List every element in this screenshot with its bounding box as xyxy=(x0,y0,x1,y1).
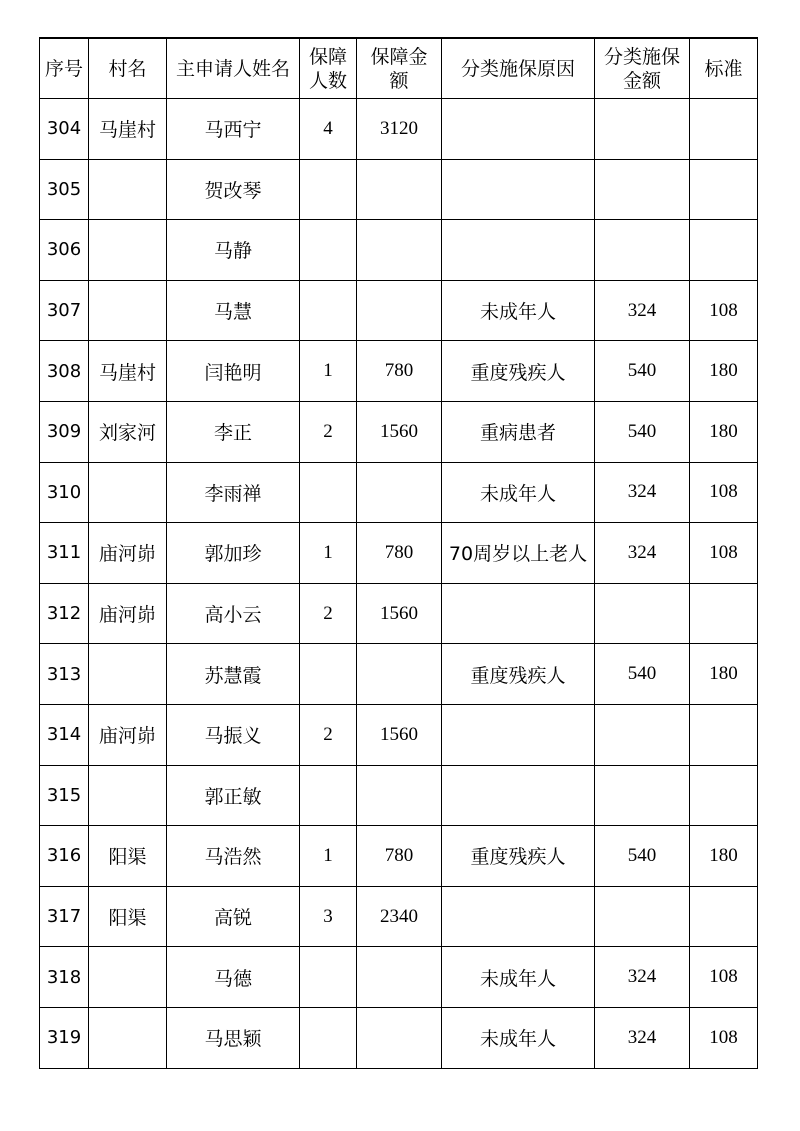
cell-amount xyxy=(357,644,442,705)
cell-applicant: 马西宁 xyxy=(167,99,300,160)
cell-village: 庙河峁 xyxy=(89,583,167,644)
cell-applicant: 李雨禅 xyxy=(167,462,300,523)
cell-applicant: 马慧 xyxy=(167,280,300,341)
cell-amount: 780 xyxy=(357,826,442,887)
cell-reason xyxy=(442,704,595,765)
cell-standard xyxy=(690,886,758,947)
table-row xyxy=(40,947,758,1008)
cell-applicant: 马振义 xyxy=(167,704,300,765)
cell-persons xyxy=(300,280,357,341)
header-reason: 分类施保原因 xyxy=(442,38,595,99)
cell-amount: 1560 xyxy=(357,401,442,462)
cell-reason: 未成年人 xyxy=(442,462,595,523)
cell-seq: 304 xyxy=(40,99,89,160)
cell-reason xyxy=(442,886,595,947)
cell-class-amount: 540 xyxy=(595,644,690,705)
cell-amount xyxy=(357,159,442,220)
cell-seq: 310 xyxy=(40,462,89,523)
cell-persons: 1 xyxy=(300,341,357,402)
header-class-amount: 分类施保金额 xyxy=(595,38,690,99)
table-row xyxy=(40,826,758,887)
table-row xyxy=(40,886,758,947)
cell-persons xyxy=(300,159,357,220)
cell-class-amount: 540 xyxy=(595,826,690,887)
cell-applicant: 马浩然 xyxy=(167,826,300,887)
cell-class-amount: 324 xyxy=(595,947,690,1008)
cell-amount: 1560 xyxy=(357,583,442,644)
cell-persons xyxy=(300,220,357,281)
cell-reason: 未成年人 xyxy=(442,947,595,1008)
cell-reason: 重度残疾人 xyxy=(442,826,595,887)
cell-class-amount: 324 xyxy=(595,523,690,584)
table-row xyxy=(40,99,758,160)
cell-amount: 3120 xyxy=(357,99,442,160)
cell-class-amount: 540 xyxy=(595,341,690,402)
cell-village xyxy=(89,765,167,826)
cell-class-amount xyxy=(595,886,690,947)
cell-applicant: 郭正敏 xyxy=(167,765,300,826)
cell-village: 阳渠 xyxy=(89,886,167,947)
cell-seq: 318 xyxy=(40,947,89,1008)
cell-applicant: 郭加珍 xyxy=(167,523,300,584)
cell-village xyxy=(89,644,167,705)
cell-applicant: 马德 xyxy=(167,947,300,1008)
cell-class-amount xyxy=(595,765,690,826)
cell-village: 刘家河 xyxy=(89,401,167,462)
cell-class-amount: 540 xyxy=(595,401,690,462)
cell-standard: 108 xyxy=(690,280,758,341)
cell-seq: 314 xyxy=(40,704,89,765)
cell-amount: 780 xyxy=(357,341,442,402)
table-row xyxy=(40,704,758,765)
header-standard: 标准 xyxy=(690,38,758,99)
table-row xyxy=(40,523,758,584)
cell-reason xyxy=(442,99,595,160)
cell-persons: 3 xyxy=(300,886,357,947)
cell-village xyxy=(89,220,167,281)
cell-amount xyxy=(357,280,442,341)
cell-standard: 180 xyxy=(690,401,758,462)
cell-standard xyxy=(690,583,758,644)
table-row xyxy=(40,583,758,644)
cell-applicant: 贺改琴 xyxy=(167,159,300,220)
cell-amount xyxy=(357,462,442,523)
table-row xyxy=(40,159,758,220)
cell-standard: 108 xyxy=(690,462,758,523)
cell-amount xyxy=(357,1007,442,1068)
table-row xyxy=(40,280,758,341)
cell-village: 庙河峁 xyxy=(89,523,167,584)
cell-class-amount xyxy=(595,704,690,765)
cell-seq: 313 xyxy=(40,644,89,705)
header-amount: 保障金额 xyxy=(357,38,442,99)
cell-village xyxy=(89,1007,167,1068)
cell-amount xyxy=(357,765,442,826)
cell-reason: 重病患者 xyxy=(442,401,595,462)
cell-persons: 2 xyxy=(300,704,357,765)
cell-reason xyxy=(442,765,595,826)
cell-class-amount: 324 xyxy=(595,280,690,341)
cell-persons: 1 xyxy=(300,523,357,584)
table-row xyxy=(40,644,758,705)
cell-amount: 780 xyxy=(357,523,442,584)
cell-standard: 108 xyxy=(690,1007,758,1068)
table-row xyxy=(40,220,758,281)
cell-seq: 316 xyxy=(40,826,89,887)
cell-persons: 2 xyxy=(300,583,357,644)
cell-class-amount: 324 xyxy=(595,462,690,523)
cell-applicant: 高锐 xyxy=(167,886,300,947)
cell-persons xyxy=(300,1007,357,1068)
cell-seq: 317 xyxy=(40,886,89,947)
header-row xyxy=(40,38,758,99)
cell-amount: 1560 xyxy=(357,704,442,765)
table-row xyxy=(40,462,758,523)
cell-standard: 180 xyxy=(690,341,758,402)
header-applicant: 主申请人姓名 xyxy=(167,38,300,99)
cell-reason xyxy=(442,159,595,220)
cell-village: 阳渠 xyxy=(89,826,167,887)
cell-village xyxy=(89,159,167,220)
cell-seq: 319 xyxy=(40,1007,89,1068)
cell-class-amount xyxy=(595,220,690,281)
table-row xyxy=(40,1007,758,1068)
cell-applicant: 苏慧霞 xyxy=(167,644,300,705)
cell-applicant: 闫艳明 xyxy=(167,341,300,402)
cell-standard: 180 xyxy=(690,644,758,705)
cell-seq: 315 xyxy=(40,765,89,826)
cell-standard: 108 xyxy=(690,947,758,1008)
cell-applicant: 马思颖 xyxy=(167,1007,300,1068)
cell-persons xyxy=(300,765,357,826)
header-seq: 序号 xyxy=(40,38,89,99)
cell-standard xyxy=(690,159,758,220)
cell-amount xyxy=(357,947,442,1008)
cell-seq: 305 xyxy=(40,159,89,220)
cell-applicant: 马静 xyxy=(167,220,300,281)
header-persons: 保障人数 xyxy=(300,38,357,99)
cell-class-amount xyxy=(595,583,690,644)
cell-reason xyxy=(442,583,595,644)
subsidy-table xyxy=(39,37,758,1069)
cell-standard xyxy=(690,99,758,160)
cell-standard xyxy=(690,220,758,281)
cell-persons: 4 xyxy=(300,99,357,160)
table-row xyxy=(40,401,758,462)
cell-applicant: 高小云 xyxy=(167,583,300,644)
header-village: 村名 xyxy=(89,38,167,99)
cell-village: 马崖村 xyxy=(89,341,167,402)
table-row xyxy=(40,341,758,402)
cell-seq: 311 xyxy=(40,523,89,584)
cell-applicant: 李正 xyxy=(167,401,300,462)
cell-reason xyxy=(442,220,595,281)
cell-seq: 308 xyxy=(40,341,89,402)
cell-seq: 312 xyxy=(40,583,89,644)
cell-village xyxy=(89,280,167,341)
cell-village: 庙河峁 xyxy=(89,704,167,765)
cell-class-amount xyxy=(595,159,690,220)
cell-reason: 重度残疾人 xyxy=(442,341,595,402)
cell-class-amount: 324 xyxy=(595,1007,690,1068)
cell-standard xyxy=(690,765,758,826)
cell-class-amount xyxy=(595,99,690,160)
cell-seq: 309 xyxy=(40,401,89,462)
cell-reason: 未成年人 xyxy=(442,280,595,341)
cell-persons xyxy=(300,462,357,523)
cell-reason: 未成年人 xyxy=(442,1007,595,1068)
cell-persons: 2 xyxy=(300,401,357,462)
cell-persons: 1 xyxy=(300,826,357,887)
cell-persons xyxy=(300,644,357,705)
cell-reason: 重度残疾人 xyxy=(442,644,595,705)
cell-seq: 307 xyxy=(40,280,89,341)
cell-seq: 306 xyxy=(40,220,89,281)
cell-standard xyxy=(690,704,758,765)
cell-persons xyxy=(300,947,357,1008)
cell-standard: 180 xyxy=(690,826,758,887)
table-row xyxy=(40,765,758,826)
cell-village: 马崖村 xyxy=(89,99,167,160)
cell-amount xyxy=(357,220,442,281)
cell-reason: 70周岁以上老人 xyxy=(442,523,595,584)
cell-village xyxy=(89,462,167,523)
table-body xyxy=(40,99,758,1069)
cell-standard: 108 xyxy=(690,523,758,584)
cell-village xyxy=(89,947,167,1008)
cell-amount: 2340 xyxy=(357,886,442,947)
